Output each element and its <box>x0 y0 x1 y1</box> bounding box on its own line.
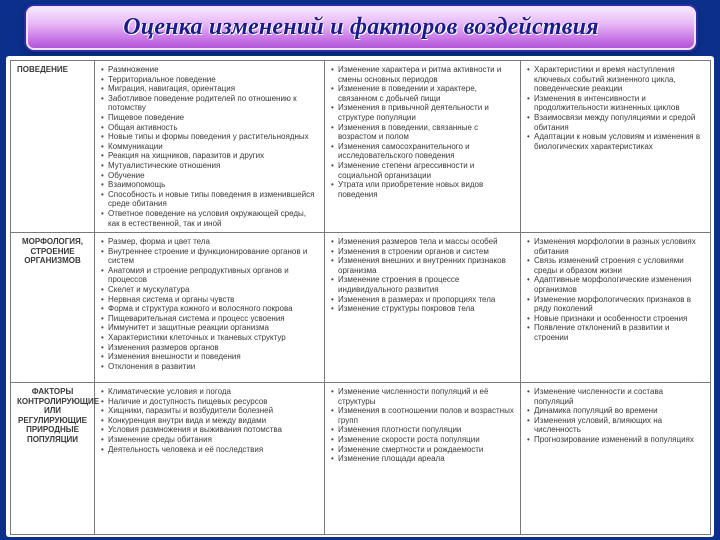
list-item: • Скелет и мускулатура <box>101 285 318 295</box>
table-row <box>11 233 711 383</box>
list-item: • Отклонения в развитии <box>101 362 318 372</box>
list-item: • Пищевое поведение <box>101 113 318 123</box>
list-item: • Изменения плотности популяции <box>331 425 514 435</box>
bullet-list <box>527 237 704 343</box>
list-item: • Внутреннее строение и функционирование органов и систем <box>101 247 318 266</box>
bullet-list <box>101 237 318 371</box>
page-title: Оценка изменений и факторов воздействия <box>123 14 599 40</box>
content-panel <box>6 56 714 537</box>
bullet-list <box>101 387 318 454</box>
list-item: • Иммунитет и защитные реакции организма <box>101 323 318 333</box>
list-item: • Обучение <box>101 171 318 181</box>
list-item: • Взаимосвязи между популяциями и средой обитания <box>527 113 704 132</box>
row-header: МОРФОЛОГИЯ, СТРОЕНИЕ ОРГАНИЗМОВ <box>11 233 95 383</box>
row-header: ПОВЕДЕНИЕ <box>11 61 95 233</box>
list-item: • Нервная система и органы чувств <box>101 295 318 305</box>
list-item: • Миграция, навигация, ориентация <box>101 84 318 94</box>
list-item: • Деятельность человека и её последствия <box>101 445 318 455</box>
list-item: • Изменение в поведении и характере, связанном с добычей пищи <box>331 84 514 103</box>
list-item: • Новые признаки и особенности строения <box>527 314 704 324</box>
list-item: • Динамика популяций во времени <box>527 406 704 416</box>
title-banner <box>26 6 696 50</box>
list-item: • Изменения в интенсивности и продолжительности жизненных циклов <box>527 94 704 113</box>
list-item: • Изменение морфологических признаков в ряду поколений <box>527 295 704 314</box>
list-item: • Территориальное поведение <box>101 75 318 85</box>
list-item: • Взаимопомощь <box>101 180 318 190</box>
bullet-list <box>331 65 514 199</box>
list-item: • Утрата или приобретение новых видов поведения <box>331 180 514 199</box>
list-item: • Анатомия и строение репродуктивных органов и процессов <box>101 266 318 285</box>
table-cell-col1 <box>95 233 325 383</box>
table-cell-col3 <box>521 61 711 233</box>
bullet-list <box>331 237 514 314</box>
list-item: • Изменения внешних и внутренних признаков организма <box>331 256 514 275</box>
list-item: • Адаптации к новым условиям и изменения в биологических характеристиках <box>527 132 704 151</box>
list-item: • Адаптивные морфологические изменения организмов <box>527 275 704 294</box>
list-item: • Форма и структура кожного и волосяного покрова <box>101 304 318 314</box>
list-item: • Изменение площади ареала <box>331 454 514 464</box>
list-item: • Общая активность <box>101 123 318 133</box>
list-item: • Изменение среды обитания <box>101 435 318 445</box>
list-item: • Конкуренция внутри вида и между видами <box>101 416 318 426</box>
list-item: • Изменение строения в процессе индивидуального развития <box>331 275 514 294</box>
list-item: • Климатические условия и погода <box>101 387 318 397</box>
list-item: • Размножение <box>101 65 318 75</box>
list-item: • Изменение структуры покровов тела <box>331 304 514 314</box>
list-item: • Изменение смертности и рождаемости <box>331 445 514 455</box>
list-item: • Изменения в строении органов и систем <box>331 247 514 257</box>
list-item: • Коммуникации <box>101 142 318 152</box>
table-cell-col3 <box>521 233 711 383</box>
list-item: • Изменения в размерах и пропорциях тела <box>331 295 514 305</box>
list-item: • Появление отклонений в развитии и строении <box>527 323 704 342</box>
list-item: • Размер, форма и цвет тела <box>101 237 318 247</box>
bullet-list <box>527 65 704 151</box>
bullet-list <box>331 387 514 464</box>
list-item: • Пищеварительная система и процесс усвоения <box>101 314 318 324</box>
table-cell-col2 <box>325 383 521 535</box>
list-item: • Изменения условий, влияющих на численность <box>527 416 704 435</box>
list-item: • Характеристики клеточных и тканевых структур <box>101 333 318 343</box>
list-item: • Изменение численности популяций и её структуры <box>331 387 514 406</box>
list-item: • Хищники, паразиты и возбудители болезней <box>101 406 318 416</box>
list-item: • Изменение численности и состава популяций <box>527 387 704 406</box>
list-item: • Характеристики и время наступления ключевых событий жизненного цикла, поведенческие реакции <box>527 65 704 94</box>
list-item: • Изменения размеров органов <box>101 343 318 353</box>
list-item: • Способность и новые типы поведения в изменившейся среде обитания <box>101 190 318 209</box>
list-item: • Новые типы и формы поведения у растительноядных <box>101 132 318 142</box>
list-item: • Изменения в поведении, связанные с возрастом и полом <box>331 123 514 142</box>
list-item: • Мутуалистические отношения <box>101 161 318 171</box>
list-item: • Изменения в привычной деятельности и структуре популяции <box>331 103 514 122</box>
list-item: • Изменение скорости роста популяции <box>331 435 514 445</box>
table-cell-col2 <box>325 61 521 233</box>
table-cell-col2 <box>325 233 521 383</box>
list-item: • Изменения самосохранительного и исследовательского поведения <box>331 142 514 161</box>
bullet-list <box>527 387 704 445</box>
table-cell-col1 <box>95 383 325 535</box>
list-item: • Изменения в соотношении полов и возрастных групп <box>331 406 514 425</box>
list-item: • Заботливое поведение родителей по отношению к потомству <box>101 94 318 113</box>
list-item: • Изменение характера и ритма активности и смены основных периодов <box>331 65 514 84</box>
list-item: • Ответное поведение на условия окружающей среды, как в естественной, так и иной <box>101 209 318 228</box>
row-header: ФАКТОРЫ КОНТРОЛИРУЮЩИЕ ИЛИ РЕГУЛИРУЮЩИЕ ПРИРОДНЫЕ ПОПУЛЯЦИИ <box>11 383 95 535</box>
bullet-list <box>101 65 318 228</box>
assessment-table <box>10 60 711 535</box>
table-cell-col3 <box>521 383 711 535</box>
list-item: • Наличие и доступность пищевых ресурсов <box>101 397 318 407</box>
table-cell-col1 <box>95 61 325 233</box>
list-item: • Изменения размеров тела и массы особей <box>331 237 514 247</box>
list-item: • Изменение степени агрессивности и социальной организации <box>331 161 514 180</box>
list-item: • Изменения морфологии в разных условиях обитания <box>527 237 704 256</box>
list-item: • Реакция на хищников, паразитов и других <box>101 151 318 161</box>
list-item: • Условия размножения и выживания потомства <box>101 425 318 435</box>
table-row <box>11 61 711 233</box>
list-item: • Связь изменений строения с условиями среды и образом жизни <box>527 256 704 275</box>
table-row <box>11 383 711 535</box>
list-item: • Изменения внешности и поведения <box>101 352 318 362</box>
list-item: • Прогнозирование изменений в популяциях <box>527 435 704 445</box>
